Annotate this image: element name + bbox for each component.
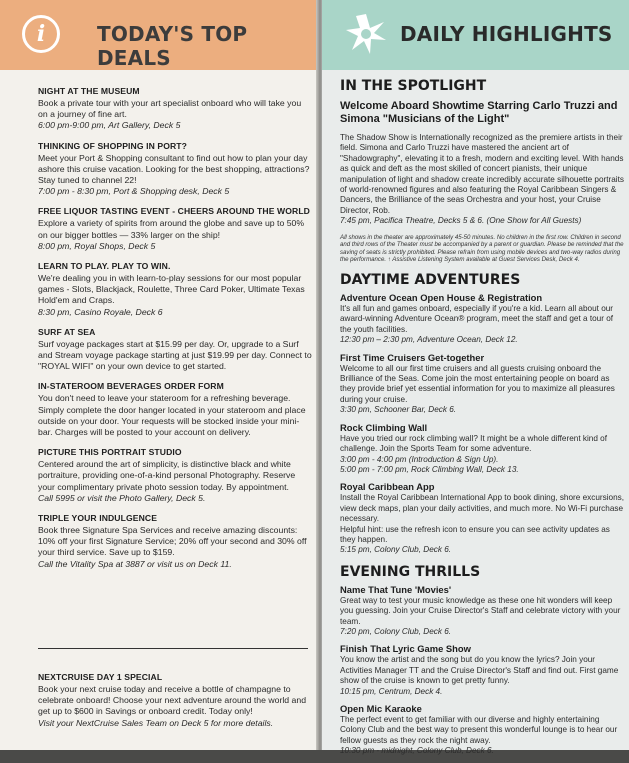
event-item xyxy=(340,643,626,697)
deals-header xyxy=(0,0,318,70)
deal-title: FREE LIQUOR TASTING EVENT - CHEERS AROUND THE WORLD xyxy=(38,206,310,217)
deal-title: IN-STATEROOM BEVERAGES ORDER FORM xyxy=(38,381,224,392)
deal-item xyxy=(38,381,313,438)
event-item xyxy=(340,703,626,757)
deal-body: We're dealing you in with learn-to-play sessions for our most popular games - Slots, Blackjack, Roulette, Three Card Poker, Ultimate Texas Hold'em and Craps. xyxy=(38,273,305,306)
deal-body: Meet your Port & Shopping consultant to find out how to plan your day ashore this cruise vacation. Looking for the best shopping, attractions? Stay tuned to channel 22! xyxy=(38,152,310,186)
event-body: Install the Royal Caribbean International App to book dining, shore excursions, view deck maps, plan your daily activities, and much more. No Wi-Fi purchase necessary. Helpful hint: use the refresh icon to ensure you can see activity updates as they happen. xyxy=(340,493,625,544)
deal-item xyxy=(38,206,313,252)
deal-title: NIGHT AT THE MUSEUM xyxy=(38,86,140,96)
spotlight-section-title: IN THE SPOTLIGHT xyxy=(340,78,487,94)
deal-item xyxy=(38,86,313,132)
event-meta: 10:15 pm, Centrum, Deck 4. xyxy=(340,686,443,696)
info-icon: i xyxy=(22,15,60,53)
event-body: It's all fun and games onboard, especially if you're a kid. Learn all about our award-winning Adventure Ocean® program, meet the staff and get a tour of the youth facilities. xyxy=(340,304,614,334)
deal-title: NEXTCRUISE DAY 1 SPECIAL xyxy=(38,672,163,682)
event-body: Welcome to all our first time cruisers and all guests cruising onboard the Brilliance of the Seas. Come join the most entertaining people on board as they provide brief yet essential information for you to maximize all pleasures during your cruise. xyxy=(340,363,615,404)
event-title: First Time Cruisers Get-together xyxy=(340,351,485,363)
event-body: You know the artist and the song but do you know the lyrics? Join your Activities Manager TT and the Cruise Director's Staff and find out. First game show of the cruise is known to get pretty funny. xyxy=(340,655,619,686)
deal-title: TRIPLE YOUR INDULGENCE xyxy=(38,513,158,524)
deal-body: Book three Signature Spa Services and receive amazing discounts: 10% off your first Signature Service; 20% off your second and 30% off your third service. Save up to $159. xyxy=(38,525,307,558)
spotlight-body: The Shadow Show is Internationally recognized as the premiere artists in their field. Simona and Carlo Truzzi have mastered the ancient art of "Shadowgraphy", elevating it to a fresh, modern and exciting level. With hands as quick and deft as the most skilled of concert pianists, their unique manipulation of light and shadow create incredibly accurate silhouette portraits of world-renowned figures and also featuring the Royal Caribbean Singers & Dancers, the Brilliance of the seas Orchestra and your host, your Cruise Director, Rob. xyxy=(340,133,624,215)
deal-item xyxy=(38,141,313,198)
deal-item xyxy=(38,447,313,504)
event-item xyxy=(340,292,626,346)
event-item xyxy=(340,584,626,638)
event-body: Great way to test your music knowledge as these one hit wonders will keep you guessing. Join your Cruise Director's Staff and celebrate victory with your team. xyxy=(340,595,621,626)
deal-title: THINKING OF SHOPPING IN PORT? xyxy=(38,140,187,151)
highlights-content xyxy=(340,78,626,763)
deal-meta: 7:00 pm - 8:30 pm, Port & Shopping desk, Deck 5 xyxy=(38,186,230,197)
deal-body: You don't need to leave your stateroom for a refreshing beverage. Simply complete the door hanger located in your stateroom and place outside on your door. Your requests will be stocked inside your mini-bar. Charges will be posted to your account on delivery. xyxy=(38,393,306,438)
spotlight-meta: 7:45 pm, Pacifica Theatre, Decks 5 & 6. (One Show for All Guests) xyxy=(340,216,582,226)
event-title: Name That Tune 'Movies' xyxy=(340,583,452,595)
event-item xyxy=(340,422,626,476)
deal-meta: 8:00 pm, Royal Shops, Deck 5 xyxy=(38,240,156,251)
deal-item xyxy=(38,261,313,318)
event-meta: 7:20 pm, Colony Club, Deck 6. xyxy=(340,626,452,636)
event-meta: 3:00 pm - 4:00 pm (Introduction & Sign Up). 5:00 pm - 7:00 pm, Rock Climbing Wall, Deck 13. xyxy=(340,454,519,474)
deal-body: Book a private tour with your art specialist onboard who will take you on a journey of fine art. xyxy=(38,98,302,120)
event-item xyxy=(340,352,626,416)
event-meta: 5:15 pm, Colony Club, Deck 6. xyxy=(340,545,452,555)
deal-body: Book your next cruise today and receive a bottle of champagne to celebrate onboard! Choose your next adventure around the world and get up to $600 in Savings or onboard credit. Today only! xyxy=(38,684,307,717)
evening-section-title: EVENING THRILLS xyxy=(340,563,481,580)
star-icon xyxy=(344,12,388,56)
deal-title: PICTURE THIS PORTRAIT STUDIO xyxy=(38,447,182,458)
left-page-todays-top-deals xyxy=(0,0,318,750)
event-title: Finish That Lyric Game Show xyxy=(340,643,471,655)
event-title: Royal Caribbean App xyxy=(340,481,435,493)
event-title: Open Mic Karaoke xyxy=(340,703,422,714)
event-meta: 12:30 pm – 2:30 pm, Adventure Ocean, Deck 12. xyxy=(340,335,518,345)
deal-meta: 8:30 pm, Casino Royale, Deck 6 xyxy=(38,306,163,317)
deal-body: Centered around the art of simplicity, is distinctive black and white portraiture, providing one-of-a-kind personal Photography. Reserve your complimentary private photo session today. By appointment. xyxy=(38,459,296,492)
event-body: Have you tried our rock climbing wall? It might be a whole different kind of challenge. Join the Sports Team for some adventure. xyxy=(340,433,607,454)
deals-list xyxy=(38,86,313,579)
deal-item xyxy=(38,513,313,570)
spotlight-show-title: Welcome Aboard Showtime Starring Carlo Truzzi and Simona "Musicians of the Light" xyxy=(340,100,618,125)
deal-meta: Call 5995 or visit the Photo Gallery, Deck 5. xyxy=(38,492,206,503)
deal-meta: 6:00 pm-9:00 pm, Art Gallery, Deck 5 xyxy=(38,120,181,131)
highlights-header xyxy=(322,0,629,70)
event-title: Rock Climbing Wall xyxy=(340,421,428,433)
event-item xyxy=(340,481,626,555)
deal-body: Surf voyage packages start at $15.99 per day. Or, upgrade to a Surf and Stream voyage package starting at just $19.99 per day. Connect to "ROYAL WIFI" on your own device to get started. xyxy=(38,338,312,372)
spotlight-fine-print: All shows in the theater are approximately 45-50 minutes. No children in the first row. Children in second and third rows of the Theater must be accompanied by a parent or guardian. Please be reminded that the saving of seats is strictly prohibited. Please refrain from using mobile devices and two-way radios during the performance. ↑ Assistive Listening System available at Guest Services Desk, Deck 4. xyxy=(340,233,624,264)
deal-title: LEARN TO PLAY. PLAY TO WIN. xyxy=(38,261,171,272)
event-meta: 3:30 pm, Schooner Bar, Deck 6. xyxy=(340,405,457,415)
deal-meta: Visit your NextCruise Sales Team on Deck 5 for more details. xyxy=(38,717,274,728)
deals-header-title: TODAY'S TOP DEALS xyxy=(97,22,248,70)
daytime-section-title: DAYTIME ADVENTURES xyxy=(340,272,521,289)
right-page-daily-highlights xyxy=(322,0,629,756)
deal-body: Explore a variety of spirits from around the globe and save up to 50% on our bigger bottles — 33% larger on the ship! xyxy=(38,218,305,240)
deal-title: SURF AT SEA xyxy=(38,326,96,337)
deals-divider xyxy=(38,648,308,649)
event-title: Adventure Ocean Open House & Registration xyxy=(340,292,543,304)
deal-item xyxy=(38,327,313,373)
highlights-header-title: DAILY HIGHLIGHTS xyxy=(400,22,613,46)
deal-item-nextcruise xyxy=(38,672,313,729)
deal-meta: Call the Vitality Spa at 3887 or visit us on Deck 11. xyxy=(38,558,232,569)
event-meta: 10:30 pm - midnight, Colony Club, Deck 6. xyxy=(340,746,494,756)
event-body: The perfect event to get familiar with our diverse and highly entertaining Colony Club and the best way to present this wonderful lounge is to hear our fellow guests as they rock the night away. xyxy=(340,715,618,745)
